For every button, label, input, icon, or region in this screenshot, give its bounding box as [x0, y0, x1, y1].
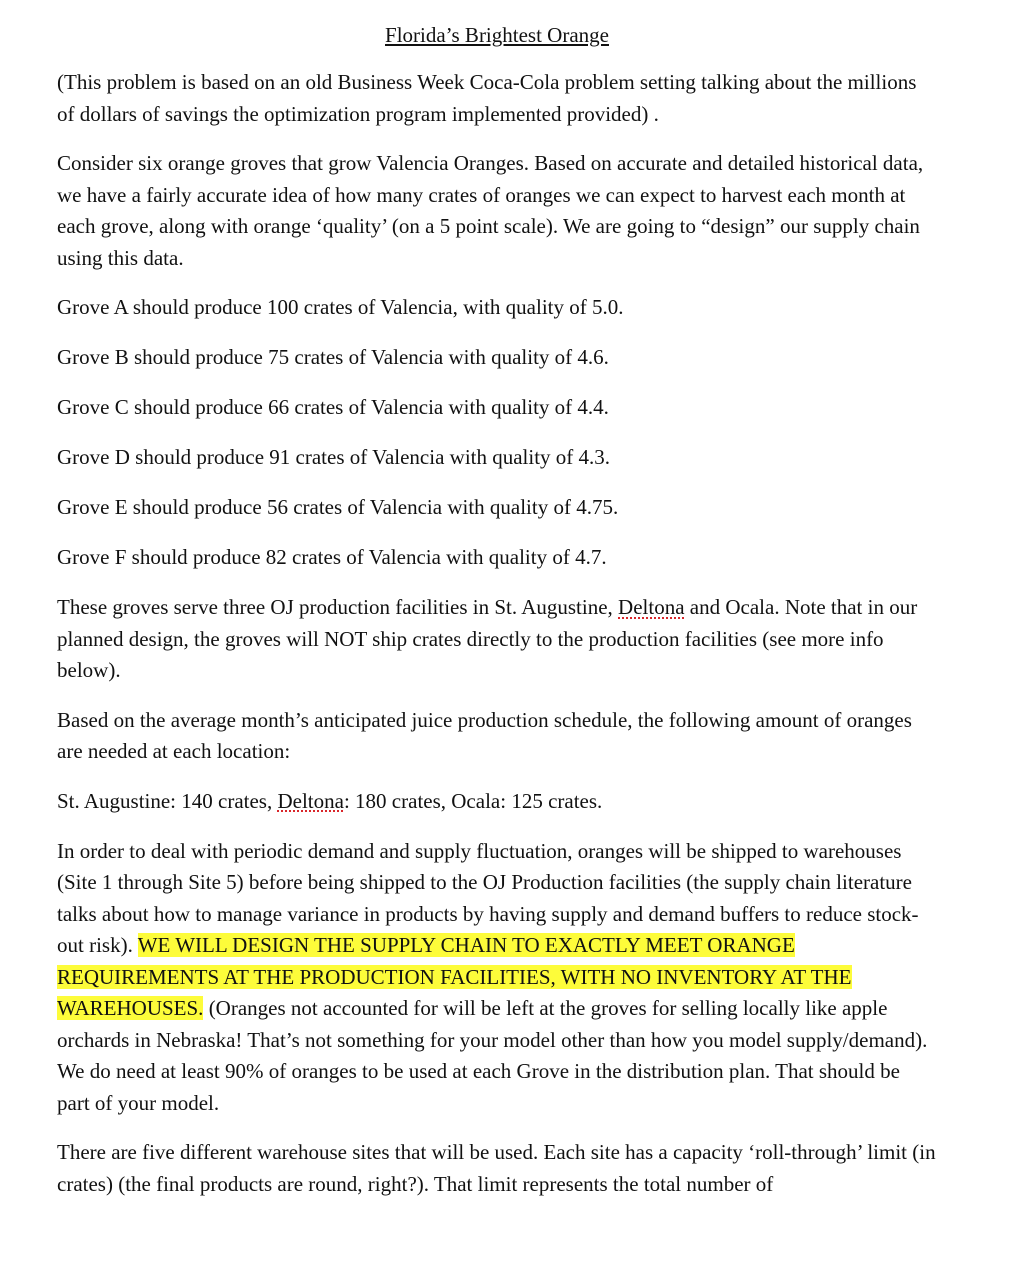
warehouse-text-before: In order to deal with periodic demand and supply fluctuation, oranges will be shipped to warehouses (Site 1 through Site 5) before being shipped to the OJ Production facilities (the supply chain literature talks about how to manage variance in products by having supply and demand buffers to reduce stock-out risk).: [57, 838, 919, 957]
spellcheck-word-deltona[interactable]: Deltona: [277, 788, 344, 813]
intro-paragraph: (This problem is based on an old Business Week Coca-Cola problem setting talking about the millions of dollars of savings the optimization program implemented provided) .: [57, 70, 917, 126]
facilities-text-before: These groves serve three OJ production facilities in St. Augustine,: [57, 595, 619, 619]
grove-d-line: Grove D should produce 91 crates of Valencia with quality of 4.3.: [57, 445, 611, 469]
groves-intro-paragraph: Consider six orange groves that grow Valencia Oranges. Based on accurate and detailed historical data, we have a fairly accurate idea of how many crates of oranges we can expect to harvest each month at each grove, along with orange ‘quality’ (on a 5 point scale). We are going to “design” our supply chain using this data.: [57, 151, 924, 270]
sites-paragraph: There are five different warehouse sites that will be used. Each site has a capacity ‘roll-through’ limit (in crates) (the final products are round, right?). That limit represents the total number of: [57, 1140, 936, 1196]
grove-b-line: Grove B should produce 75 crates of Valencia with quality of 4.6.: [57, 345, 609, 369]
warehouse-text-after: (Oranges not accounted for will be left at the groves for selling locally like apple orchards in Nebraska! That’s not something for your model other than how you model supply/demand). We do need at least 90% of oranges to be used at each Grove in the distribution plan. That should be part of your model.: [57, 996, 928, 1115]
page-title: Florida’s Brightest Orange: [385, 23, 609, 47]
needs-text-before: St. Augustine: 140 crates,: [57, 788, 278, 813]
needs-line: [57, 786, 937, 818]
grove-f-line: Grove F should produce 82 crates of Valencia with quality of 4.7.: [57, 545, 607, 569]
grove-e-line: Grove E should produce 56 crates of Valencia with quality of 4.75.: [57, 495, 619, 519]
schedule-paragraph: Based on the average month’s anticipated juice production schedule, the following amount of oranges are needed at each location:: [57, 707, 912, 763]
facilities-text-after: and Ocala. Note that in our planned design, the groves will NOT ship crates directly to the production facilities (see more info below).: [57, 595, 918, 682]
spellcheck-word-deltona[interactable]: Deltona: [618, 595, 685, 619]
grove-a-line: Grove A should produce 100 crates of Valencia, with quality of 5.0.: [57, 295, 624, 319]
facilities-paragraph: [57, 592, 937, 687]
grove-c-line: Grove C should produce 66 crates of Valencia with quality of 4.4.: [57, 395, 609, 419]
highlighted-requirement: WE WILL DESIGN THE SUPPLY CHAIN TO EXACTLY MEET ORANGE REQUIREMENTS AT THE PRODUCTION FACILITIES, WITH NO INVENTORY AT THE WAREHOUSES.: [57, 933, 852, 1020]
warehouse-paragraph: [57, 836, 937, 1120]
document-page: [57, 20, 937, 1218]
needs-text-after: : 180 crates, Ocala: 125 crates.: [343, 788, 603, 813]
